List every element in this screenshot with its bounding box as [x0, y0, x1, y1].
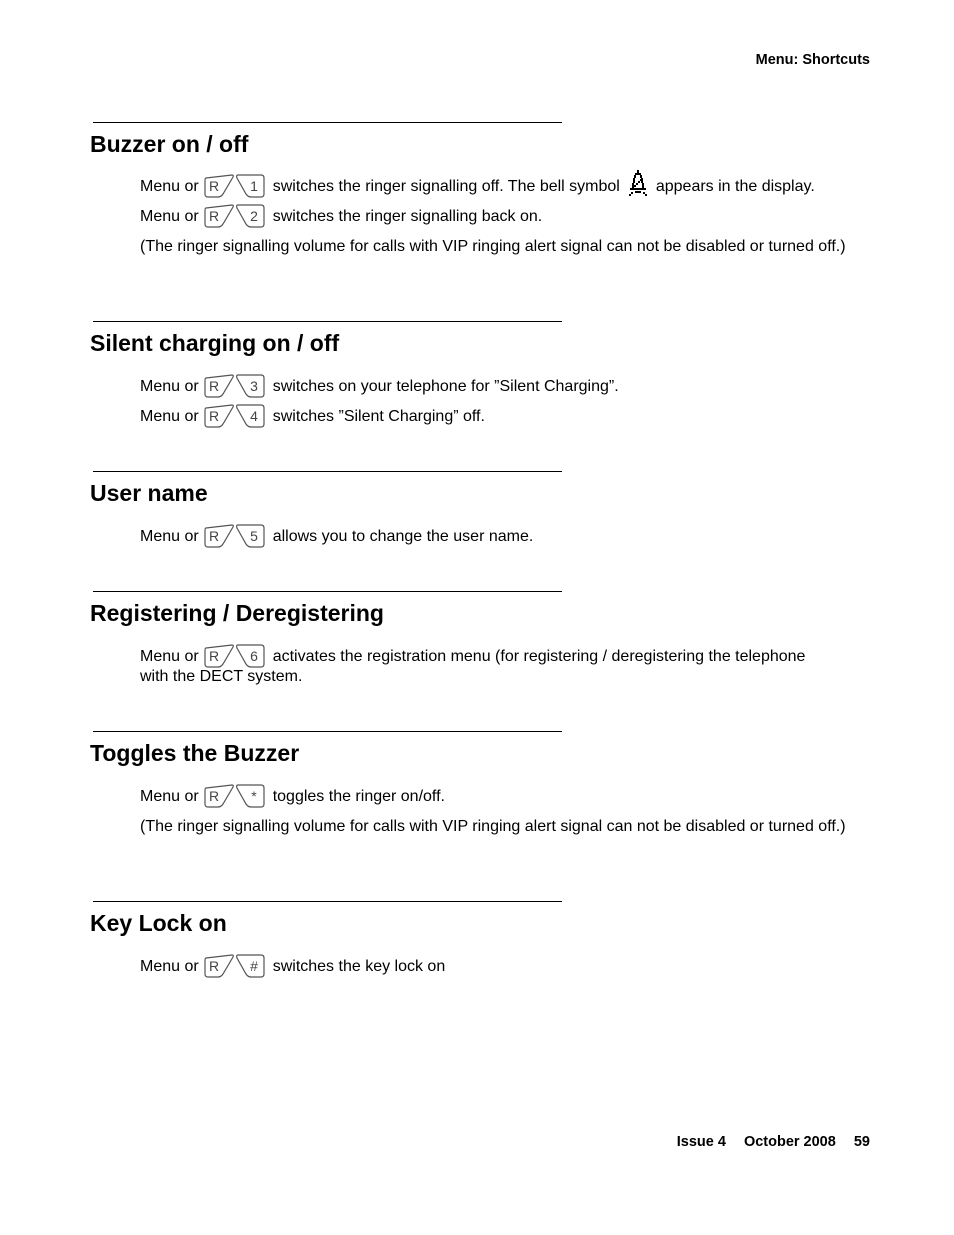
r-key-icon [203, 954, 235, 980]
key-sequence [203, 954, 267, 980]
svg-text:5: 5 [249, 528, 258, 544]
r-key-icon [203, 374, 235, 400]
svg-text:3: 3 [249, 378, 258, 394]
section-rule [93, 901, 562, 902]
section-buzzer [0, 122, 954, 292]
svg-text:R: R [208, 958, 219, 974]
section-rule [93, 471, 562, 472]
svg-text:R: R [208, 178, 219, 194]
svg-text:4: 4 [249, 408, 258, 424]
svg-text:2: 2 [249, 208, 258, 224]
section-heading: Toggles the Buzzer [90, 740, 300, 766]
note-text: (The ringer signalling volume for calls with VIP ringing alert signal can not be disabled or turned off.) [140, 818, 846, 835]
issue-date: October 2008 [743, 1134, 836, 1150]
r-key-icon [203, 524, 235, 550]
key-sequence [203, 204, 267, 230]
section-key-lock [0, 901, 954, 1001]
page-footer [677, 1134, 870, 1150]
section-registering [0, 591, 954, 711]
svg-text:#: # [249, 958, 258, 974]
shortcut-line: Menu or R 4 switches ”Silent Charging” off. [140, 402, 870, 432]
key-sequence [203, 174, 267, 200]
section-rule [93, 591, 562, 592]
svg-text:R: R [208, 408, 219, 424]
section-heading: Key Lock on [90, 910, 227, 936]
section-heading: Silent charging on / off [90, 330, 340, 356]
r-key-icon [203, 784, 235, 810]
digit-key-icon [235, 374, 267, 400]
shortcut-line: Menu or R 3 switches on your telephone for ”Silent Charging”. [140, 372, 870, 402]
star-key-icon [235, 784, 267, 810]
bell-off-icon [626, 169, 650, 205]
key-sequence [203, 404, 267, 430]
running-header: Menu: Shortcuts [755, 52, 870, 68]
section-heading: User name [90, 480, 208, 506]
svg-text:R: R [208, 648, 219, 664]
key-sequence [203, 784, 267, 810]
section-silent-charging [0, 321, 954, 441]
key-sequence [203, 524, 267, 550]
section-rule [93, 122, 562, 123]
svg-text:R: R [208, 378, 219, 394]
shortcut-line: Menu or R # switches the key lock on [140, 952, 870, 982]
digit-key-icon [235, 524, 267, 550]
line-continuation: with the DECT system. [140, 668, 303, 685]
note-text: (The ringer signalling volume for calls with VIP ringing alert signal can not be disabled or turned off.) [140, 238, 846, 255]
digit-key-icon [235, 204, 267, 230]
svg-text:R: R [208, 528, 219, 544]
section-toggle-buzzer [0, 731, 954, 871]
r-key-icon [203, 204, 235, 230]
shortcut-line: Menu or R 6 activates the registration menu (for registering / deregistering the telephone with the DECT system. [140, 642, 870, 687]
shortcut-line: Menu or R 1 switches the ringer signalling off. The bell symbol appears in the display. [140, 172, 870, 202]
section-user-name [0, 471, 954, 571]
section-heading: Registering / Deregistering [90, 600, 384, 626]
digit-key-icon [235, 174, 267, 200]
shortcut-line: Menu or R * toggles the ringer on/off. [140, 782, 870, 812]
svg-text:R: R [208, 788, 219, 804]
shortcut-line: Menu or R 2 switches the ringer signalling back on. [140, 202, 870, 232]
page-number: 59 [853, 1134, 870, 1150]
svg-text:R: R [208, 208, 219, 224]
issue-label: Issue 4 [676, 1134, 726, 1150]
r-key-icon [203, 404, 235, 430]
section-heading: Buzzer on / off [90, 131, 249, 157]
svg-text:*: * [250, 788, 257, 804]
digit-key-icon [235, 404, 267, 430]
r-key-icon [203, 174, 235, 200]
svg-text:1: 1 [249, 178, 258, 194]
key-sequence [203, 374, 267, 400]
hash-key-icon [235, 954, 267, 980]
section-rule [93, 731, 562, 732]
section-rule [93, 321, 562, 322]
svg-text:6: 6 [249, 648, 258, 664]
shortcut-line: Menu or R 5 allows you to change the user name. [140, 522, 870, 552]
